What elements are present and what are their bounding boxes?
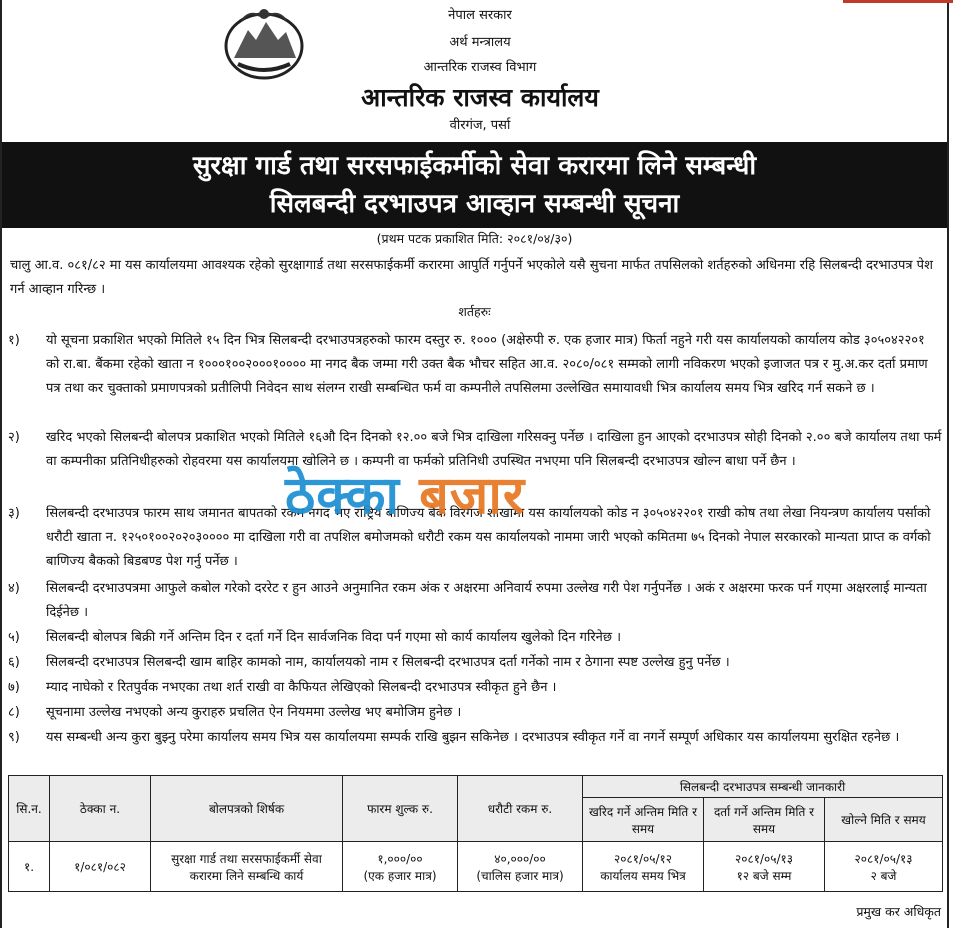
condition-text: सिलबन्दी दरभाउपत्र सिलबन्दी खाम बाहिर कामको नाम, कार्यालयको नाम र सिलबन्दी दरभाउपत्र दर्ता गर्नेको नाम र ठेगाना स्पष्ट उल्लेख हुनु पर्नेछ ।	[46, 655, 730, 670]
condition-number: ६)	[8, 655, 20, 670]
condition-number: ९)	[8, 730, 20, 745]
govt-name: नेपाल सरकार	[448, 8, 512, 23]
deposit-words: (चालिस हजार मात्र)	[476, 868, 564, 883]
condition-text: म्याद नाघेको र रितपुर्वक नभएका तथा शर्त राखी वा कैफियत लेखिएको सिलबन्दी दरभाउपत्र स्वीकृत हुने छैन ।	[46, 680, 557, 695]
condition-number: ७)	[8, 680, 20, 695]
condition-number: ८)	[8, 705, 20, 720]
cell-submit	[704, 842, 825, 892]
table-row	[9, 842, 943, 892]
col-purchase-deadline: खरिद गर्ने अन्तिम मिति र समय	[583, 798, 704, 842]
cell-form-fee	[343, 842, 458, 892]
condition-text: सिलबन्दी दरभाउपत्र फारम साथ जमानत बापतको रकम नगद भए राष्ट्रिय बाणिज्य बैक विरगंज शाखामा यस कार्यालयको कोड न ३०५०४२२०१ राखी कोष तथा लेखा नियन्त्रण कार्यालय पर्साको धरौटी खाता न. १२५०१००२०२०३०००० मा दाखिला गरी वा तपशिल बमोजमको धरौटी रकम यस कार्यालयको नाममा जारी भएको कमितमा ७५ दिनको नेपाल सरकारको मान्यता प्राप्त क वर्गको बाणिज्य बैकको बिडबण्ड पेश गर्नु पर्नेछ ।	[46, 506, 931, 569]
purchase-time: कार्यालय समय भित्र	[600, 868, 686, 883]
condition-number: २)	[8, 430, 20, 445]
cell-title: सुरक्षा गार्ड तथा सरसफाईकर्मी सेवा करारमा लिने सम्बन्धि कार्य	[151, 842, 343, 892]
condition-number: ३)	[8, 506, 20, 521]
condition-item	[8, 701, 942, 725]
form-fee-words: (एक हजार मात्र)	[363, 868, 437, 883]
office-name: आन्तरिक राजस्व कार्यालय	[361, 83, 599, 112]
tender-table	[8, 775, 943, 892]
submit-time: १२ बजे सम्म	[736, 868, 792, 883]
col-title: बोलपत्रको शिर्षक	[151, 776, 343, 842]
col-opening-date: खोल्ने मिति र समय	[825, 798, 943, 842]
col-form-fee: फारम शुल्क रु.	[343, 776, 458, 842]
col-info-group: सिलबन्दी दरभाउपत्र सम्बन्धी जानकारी	[583, 776, 943, 798]
condition-item	[8, 676, 942, 700]
cell-contract-no: १/०८१/०८२	[50, 842, 151, 892]
cell-deposit	[458, 842, 583, 892]
col-deposit: धरौटी रकम रु.	[458, 776, 583, 842]
top-accent-line	[843, 0, 953, 3]
col-submit-deadline: दर्ता गर्ने अन्तिम मिति र समय	[704, 798, 825, 842]
submit-date: २०८१/०५/१३	[734, 851, 793, 866]
condition-item	[8, 726, 942, 750]
terms-heading: शर्तहरुः	[458, 304, 491, 319]
condition-text: सिलबन्दी बोलपत्र बिक्री गर्ने अन्तिम दिन र दर्ता गर्ने दिन सार्वजनिक विदा पर्न गएमा सो कार्य कार्यालय खुलेको दिन गरिनेछ ।	[46, 630, 622, 645]
condition-number: ५)	[8, 630, 20, 645]
condition-text: यस सम्बन्धी अन्य कुरा बुझ्नु परेमा कार्यालय समय भित्र यस कार्यालयमा सम्पर्क राखि बुझन सकिनेछ । दरभाउपत्र स्वीकृत गर्ने वा नगर्ने सम्पूर्ण अधिकार यस कार्यालयमा सुरक्षित रहनेछ ।	[46, 730, 900, 745]
signatory-title: प्रमुख कर अधिकृत	[856, 904, 941, 919]
office-location: वीरगंज, पर्सा	[449, 118, 511, 133]
watermark-logo	[285, 458, 525, 529]
title-line-1: सुरक्षा गार्ड तथा सरसफाईकर्मीको सेवा करारमा लिने सम्बन्धी	[192, 151, 757, 181]
cell-sn: १.	[9, 842, 50, 892]
condition-text: सूचनामा उल्लेख नभएको अन्य कुराहरु प्रचलित ऐन नियममा उल्लेख भए बमोजिम हुनेछ ।	[46, 705, 462, 720]
condition-item	[8, 626, 942, 650]
condition-text: सिलबन्दी दरभाउपत्रमा आफुले कबोल गरेको दररेट र हुन आउने अनुमानित रकम अंक र अक्षरमा अनिवार्य रुपमा उल्लेख गरी पेश गर्नुपर्नेछ । अकं र अक्षरमा फरक पर्न गएमा अक्षरलाई मान्यता दिईनेछ ।	[46, 581, 927, 620]
col-contract-no: ठेक्का न.	[50, 776, 151, 842]
col-sn: सि.न.	[9, 776, 50, 842]
deposit-amount: ४०,०००/००	[494, 851, 546, 866]
condition-item	[8, 329, 942, 401]
condition-text: खरिद भएको सिलबन्दी बोलपत्र प्रकाशित भएको मितिले १६औ दिन दिनको १२.०० बजे भित्र दाखिला गरिसक्नु पर्नेछ । दाखिला हुन आएको दरभाउपत्र सोही दिनको २.०० बजे कार्यालय तथा फर्म वा कम्पनीका प्रतिनिधीहरुको रोहवरमा यस कार्यालयमा खोलिने छ । कम्पनी वा फर्मको प्रतिनिधी उपस्थित नभएमा पनि सिलबन्दी दरभाउपत्र खोल्न बाधा पर्ने छैन ।	[46, 430, 942, 469]
condition-number: १)	[8, 333, 20, 348]
condition-text: यो सूचना प्रकाशित भएको मितिले १५ दिन भित्र सिलबन्दी दरभाउपत्रहरुको फारम दस्तुर रु. १००० (अक्षेरुपी रु. एक हजार मात्र) फिर्ता नहुने गरी यस कार्यालयको कार्यालय कोड ३०५०४२२०१ को रा.बा. बैंकमा रहेको खाता न १०००१००२०००१०००० मा नगद बैक जम्मा गरी उक्त बैक भौचर सहित आ.व. २०८०/०८१ सम्मको लागी नविकरण भएको इजाजत पत्र र मु.अ.कर दर्ता प्रमाण पत्र तथा कर चुक्ताको प्रमाणपत्रको प्रतीलिपी निवेदन साथ संलग्न राखी सम्बन्धित फर्म वा कम्पनीले तपसिलमा उल्लेखित समायावधी भित्र कार्यालय समय भित्र खरिद गर्न सकने छ ।	[46, 333, 928, 396]
purchase-date: २०८१/०५/१२	[613, 851, 672, 866]
intro-paragraph: चालु आ.व. ०८१/८२ मा यस कार्यालयमा आवश्यक रहेको सुरक्षागार्ड तथा सरसफाईकर्मी करारमा आपुर्ति गर्नुपर्ने भएकोले यसै सुचना मार्फत तपसिलको शर्तहरुको अधिनमा रहि सिलबन्दी दरभाउपत्र पेश गर्न आव्हान गरिन्छ ।	[10, 258, 933, 297]
open-date: २०८१/०५/१३	[854, 851, 913, 866]
notice-title-banner	[2, 142, 947, 228]
condition-number: ४)	[8, 581, 20, 596]
cell-purchase	[583, 842, 704, 892]
open-time: २ बजे	[870, 868, 897, 883]
watermark-part-1: ठेक्का	[285, 466, 400, 526]
ministry-name: अर्थ मन्त्रालय	[449, 35, 511, 50]
condition-item	[8, 651, 942, 675]
condition-item	[8, 577, 942, 625]
cell-open	[825, 842, 943, 892]
form-fee-amount: १,०००/००	[377, 851, 423, 866]
watermark-part-2: बजार	[419, 466, 526, 526]
title-line-2: सिलबन्दी दरभाउपत्र आव्हान सम्बन्धी सूचना	[269, 189, 680, 219]
nepal-emblem-icon	[222, 6, 306, 82]
department-name: आन्तरिक राजस्व विभाग	[423, 60, 537, 75]
publish-date: (प्रथम पटक प्रकाशित मिति: २०८१/०४/३०)	[376, 231, 573, 246]
